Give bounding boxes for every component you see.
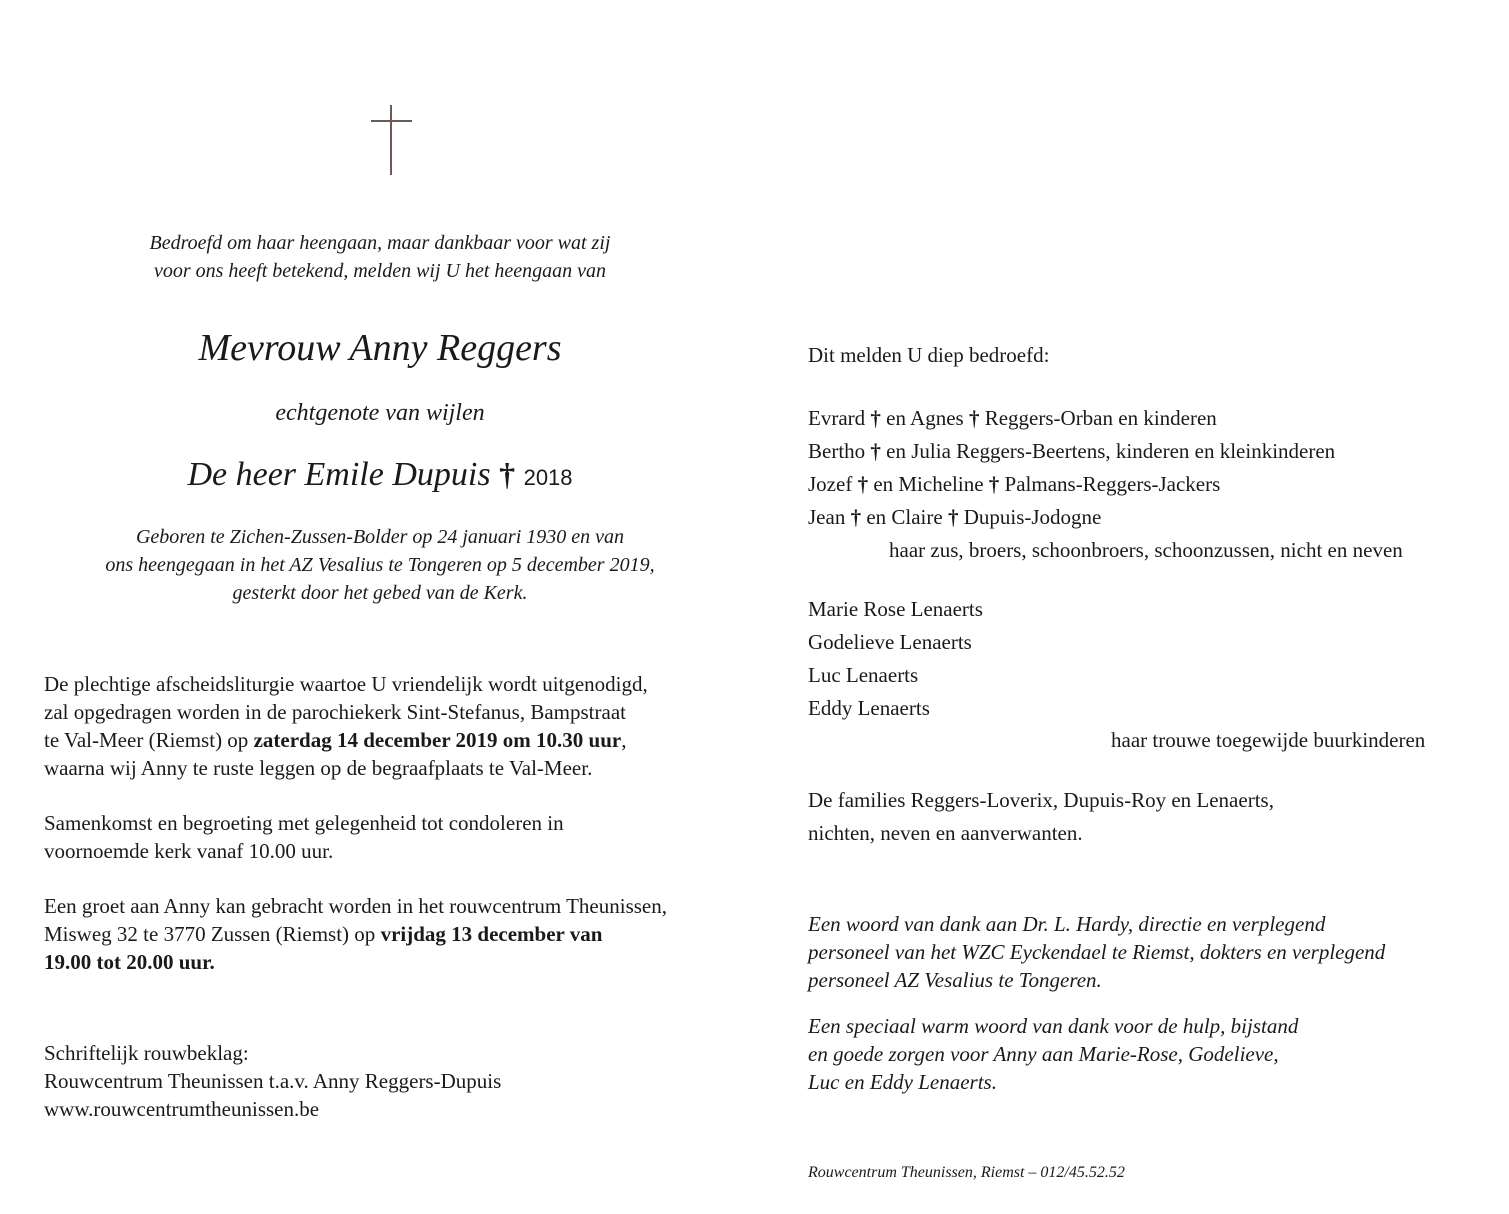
family-caption: haar zus, broers, schoonbroers, schoonzussen, nicht en neven — [889, 538, 1403, 562]
deceased-cross-mark: † — [870, 406, 881, 430]
thanks-line: Een speciaal warm woord van dank voor de hulp, bijstand — [808, 1014, 1299, 1038]
deceased-cross-mark: † — [857, 472, 869, 496]
family-name: Palmans-Reggers-Jackers — [999, 472, 1221, 496]
neighbour-name: Luc Lenaerts — [808, 663, 919, 687]
family-name: Dupuis-Jodogne — [958, 505, 1102, 529]
family-row — [808, 402, 1335, 435]
neighbours-list — [808, 593, 983, 725]
condolence-line: Rouwcentrum Theunissen t.a.v. Anny Reggers-Dupuis — [44, 1069, 502, 1093]
visit-line — [44, 920, 667, 948]
ceremony-text: , — [621, 728, 627, 752]
deceased-cross-mark: † — [850, 505, 862, 529]
condolence-website: www.rouwcentrumtheunissen.be — [44, 1097, 320, 1121]
family-list — [808, 402, 1335, 534]
announcement: Dit melden U diep bedroefd: — [808, 343, 1050, 367]
ceremony-date: zaterdag 14 december 2019 om 10.30 uur — [253, 728, 622, 752]
family-name: en Agnes — [880, 406, 969, 430]
visit-date: vrijdag 13 december van — [380, 922, 603, 946]
thanks-line: Luc en Eddy Lenaerts. — [808, 1070, 997, 1094]
thanks-line: Een woord van dank aan Dr. L. Hardy, directie en verplegend — [808, 912, 1326, 936]
intro-line: voor ons heeft betekend, melden wij U het heengaan van — [153, 260, 607, 282]
intro-line: Bedroefd om haar heengaan, maar dankbaar voor wat zij — [149, 232, 611, 254]
deceased-name: Mevrouw Anny Reggers — [198, 327, 562, 369]
intro-text — [60, 229, 700, 285]
ceremony-text: te Val-Meer (Riemst) op — [44, 728, 254, 752]
families-paragraph — [808, 784, 1274, 850]
birth-death-text — [40, 523, 720, 607]
cross-horizontal-bar — [371, 120, 412, 122]
family-name: en Micheline — [868, 472, 989, 496]
visit-time: 19.00 tot 20.00 uur. — [44, 950, 215, 974]
deceased-cross-mark: † — [499, 456, 516, 492]
family-name: Jozef — [808, 472, 858, 496]
visit-text: Misweg 32 te 3770 Zussen (Riemst) op — [44, 922, 381, 946]
ceremony-line: De plechtige afscheidsliturgie waartoe U vriendelijk wordt uitgenodigd, — [44, 672, 648, 696]
families-line: De families Reggers-Loverix, Dupuis-Roy en Lenaerts, — [808, 788, 1274, 812]
cross-vertical-bar — [390, 105, 392, 175]
family-name: en Julia Reggers-Beertens, kinderen en kleinkinderen — [880, 439, 1336, 463]
family-name: Jean — [808, 505, 851, 529]
spouse-death-year: 2018 — [523, 465, 573, 490]
thanks-line: personeel AZ Vesalius te Tongeren. — [808, 968, 1102, 992]
family-name: Bertho — [808, 439, 871, 463]
gathering-line: voornoemde kerk vanaf 10.00 uur. — [44, 839, 334, 863]
ceremony-line — [44, 726, 648, 754]
families-line: nichten, neven en aanverwanten. — [808, 821, 1083, 845]
spouse-line — [60, 450, 700, 502]
deceased-cross-mark: † — [988, 472, 1000, 496]
born-line: Geboren te Zichen-Zussen-Bolder op 24 januari 1930 en van — [135, 526, 625, 548]
condolence-paragraph — [44, 1039, 501, 1123]
neighbour-name: Godelieve Lenaerts — [808, 630, 972, 654]
spouse-name: De heer Emile Dupuis — [187, 456, 491, 493]
gathering-paragraph — [44, 809, 564, 865]
thanks-paragraph — [808, 910, 1385, 994]
thanks-line: personeel van het WZC Eyckendael te Riemst, dokters en verplegend — [808, 940, 1386, 964]
ceremony-paragraph — [44, 670, 648, 782]
born-line: ons heengegaan in het AZ Vesalius te Tongeren op 5 december 2019, — [105, 554, 655, 576]
deceased-cross-mark: † — [947, 505, 959, 529]
visit-line: Een groet aan Anny kan gebracht worden in het rouwcentrum Theunissen, — [44, 894, 668, 918]
gathering-line: Samenkomst en begroeting met gelegenheid tot condoleren in — [44, 811, 564, 835]
footer-funeral-home: Rouwcentrum Theunissen, Riemst – 012/45.52.52 — [808, 1164, 1125, 1181]
special-thanks-paragraph — [808, 1012, 1298, 1096]
visit-line — [44, 948, 667, 976]
visit-paragraph — [44, 892, 667, 976]
neighbour-name: Marie Rose Lenaerts — [808, 597, 983, 621]
family-row — [808, 468, 1335, 501]
deceased-cross-mark: † — [870, 439, 881, 463]
ceremony-line: zal opgedragen worden in de parochiekerk Sint-Stefanus, Bampstraat — [44, 700, 626, 724]
thanks-line: en goede zorgen voor Anny aan Marie-Rose, Godelieve, — [808, 1042, 1279, 1066]
relation-label: echtgenote van wijlen — [275, 400, 485, 426]
family-name: Reggers-Orban en kinderen — [979, 406, 1217, 430]
family-name: Evrard — [808, 406, 871, 430]
family-row — [808, 501, 1335, 534]
born-line: gesterkt door het gebed van de Kerk. — [232, 582, 528, 604]
condolence-line: Schriftelijk rouwbeklag: — [44, 1041, 249, 1065]
family-name: en Claire — [861, 505, 948, 529]
family-row — [808, 435, 1335, 468]
neighbour-name: Eddy Lenaerts — [808, 696, 930, 720]
deceased-cross-mark: † — [968, 406, 980, 430]
ceremony-line: waarna wij Anny te ruste leggen op de begraafplaats te Val-Meer. — [44, 756, 593, 780]
neighbours-caption: haar trouwe toegewijde buurkinderen — [1111, 728, 1426, 752]
